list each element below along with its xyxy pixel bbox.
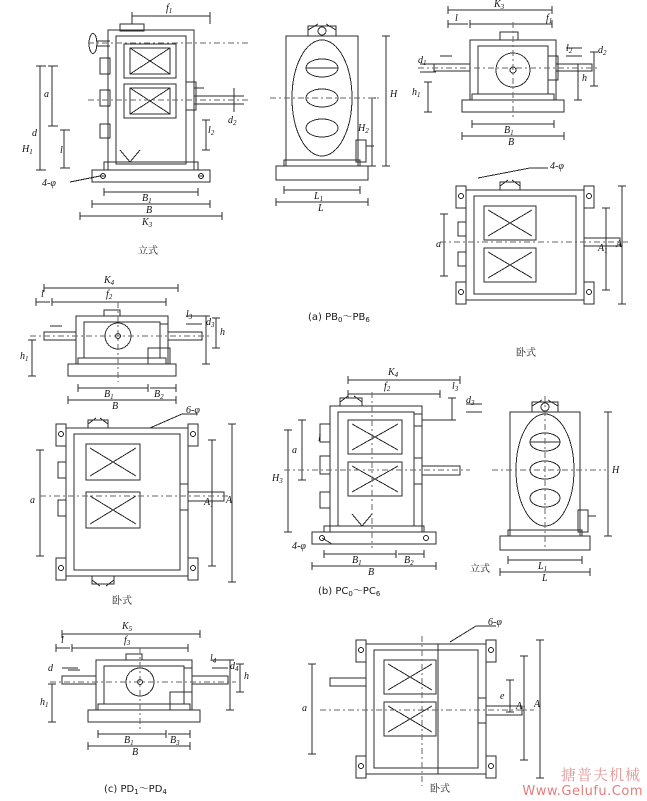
- dim-label-K3: $K_3$: [142, 217, 153, 229]
- dim-label-e-c2: e: [500, 691, 505, 702]
- watermark-url: Www.Gelufu.Com: [522, 784, 643, 799]
- dim-label-B1-c2: $B_1$: [124, 735, 134, 747]
- dim-label-B-right: B: [508, 137, 515, 148]
- dim-label-B1-c: $B_1$: [352, 555, 362, 567]
- callout-4-phi-a-horizontal: 4-φ: [550, 161, 564, 172]
- dim-label-B-c2: B: [132, 747, 139, 758]
- dim-label-f3: $f_3$: [124, 635, 131, 647]
- dim-label-L: L: [318, 203, 324, 214]
- view-label-vertical-a: 立式: [138, 246, 158, 257]
- dim-label-l-c: l: [318, 433, 321, 444]
- callout-4-phi-a-vertical: 4-φ: [42, 178, 56, 189]
- dim-label-B1-b: $B_1$: [104, 389, 114, 401]
- dim-label-d2-right: $d_2$: [598, 45, 607, 57]
- dim-label-f1-right: $f_1$: [546, 13, 553, 25]
- dim-label-B3-c2: $B_3$: [170, 735, 180, 747]
- callout-6-phi-b: 6-φ: [186, 405, 200, 416]
- dim-label-K5: $K_5$: [122, 621, 133, 633]
- callout-6-phi-c: 6-φ: [488, 617, 502, 628]
- dim-label-A-c2: A: [534, 699, 541, 710]
- dim-label-d2: $d_2$: [228, 115, 237, 127]
- dim-label-d3-c: $d_3$: [466, 395, 475, 407]
- dim-label-a-b: a: [30, 495, 35, 506]
- view-label-vertical-b: 立式: [470, 564, 490, 575]
- dim-label-h-b: h: [220, 327, 225, 338]
- dim-label-L1-b: $L_1$: [538, 561, 548, 573]
- dim-label-B2-b: $B_2$: [154, 389, 164, 401]
- dim-label-l4: $l_4$: [210, 653, 217, 665]
- dim-label-d3-b: $d_3$: [206, 317, 215, 329]
- dim-label-B: B: [146, 205, 153, 216]
- figure-caption-a: (a) $PB_0\sim PB_6$: [308, 312, 370, 324]
- dim-label-f1: $f_1$: [166, 3, 173, 15]
- dim-label-B1: $B_1$: [142, 193, 152, 205]
- dim-label-a-c: a: [292, 445, 297, 456]
- dim-label-K4: $K_4$: [104, 275, 115, 287]
- dim-label-H: H: [390, 89, 398, 100]
- dim-label-A1-b: $A_1$: [204, 497, 214, 509]
- dim-label-A1-right: $A_1$: [598, 243, 608, 255]
- dim-label-H-b: H: [612, 465, 620, 476]
- view-label-horizontal-a: 卧式: [516, 348, 536, 359]
- dim-label-d1-right: $d_1$: [418, 55, 427, 67]
- dim-label-B2-c: $B_2$: [404, 555, 414, 567]
- figure-caption-b: (b) $PC_0\sim PC_6$: [318, 586, 381, 598]
- dim-label-h-c: h: [244, 671, 249, 682]
- dim-label-K4-c: $K_4$: [388, 367, 399, 379]
- dim-label-H1: $H_1$: [22, 144, 33, 156]
- figure-caption-c: (c) $PD_1\sim PD_4$: [104, 784, 167, 796]
- dim-label-l2: $l_2$: [208, 125, 215, 137]
- dim-label-L-b: L: [542, 573, 548, 584]
- dim-label-l-right: l: [455, 13, 458, 24]
- dim-label-l3-c: $l_3$: [452, 381, 459, 393]
- dim-label-f2: $f_2$: [106, 289, 113, 301]
- view-label-horizontal-c: 卧式: [430, 784, 450, 795]
- dim-label-l2-right: $l_2$: [566, 43, 573, 55]
- dim-label-A1-c2: $A_1$: [516, 701, 526, 713]
- dim-label-f2-c: $f_2$: [384, 381, 391, 393]
- dim-label-d-c: d: [48, 663, 53, 674]
- dim-label-K3-right: $K_3$: [494, 0, 505, 11]
- dim-label-a-right: a: [436, 239, 441, 250]
- dim-label-a: a: [44, 89, 49, 100]
- dim-label-l-c2: l: [61, 635, 64, 646]
- dim-label-H3-c: $H_3$: [272, 473, 283, 485]
- dim-label-B-b: B: [112, 401, 119, 412]
- dim-label-L1: $L_1$: [314, 191, 324, 203]
- dim-label-l3-b: $l_3$: [186, 309, 193, 321]
- dim-label-l: l: [60, 145, 63, 156]
- dim-label-B1-right: $B_1$: [504, 125, 514, 137]
- dim-label-h1-right: $h_1$: [412, 87, 421, 99]
- dim-label-H2: $H_2$: [358, 123, 369, 135]
- watermark-brand: 搪普夫机械: [560, 766, 641, 784]
- dim-label-A-right: A: [616, 239, 623, 250]
- dim-label-l-b: l: [41, 289, 44, 300]
- view-label-horizontal-b: 卧式: [112, 596, 132, 607]
- dim-label-d: d: [32, 128, 37, 139]
- dim-label-d4: $d_4$: [230, 661, 239, 673]
- callout-4-phi-b: 4-φ: [292, 541, 306, 552]
- dim-label-a-c2: a: [302, 703, 307, 714]
- dim-label-B-c: B: [368, 567, 375, 578]
- dim-label-h1-c: $h_1$: [40, 697, 49, 709]
- dim-label-h1-b: $h_1$: [20, 351, 29, 363]
- dim-label-A-b: A: [226, 495, 233, 506]
- dim-label-h-right: h: [582, 73, 587, 84]
